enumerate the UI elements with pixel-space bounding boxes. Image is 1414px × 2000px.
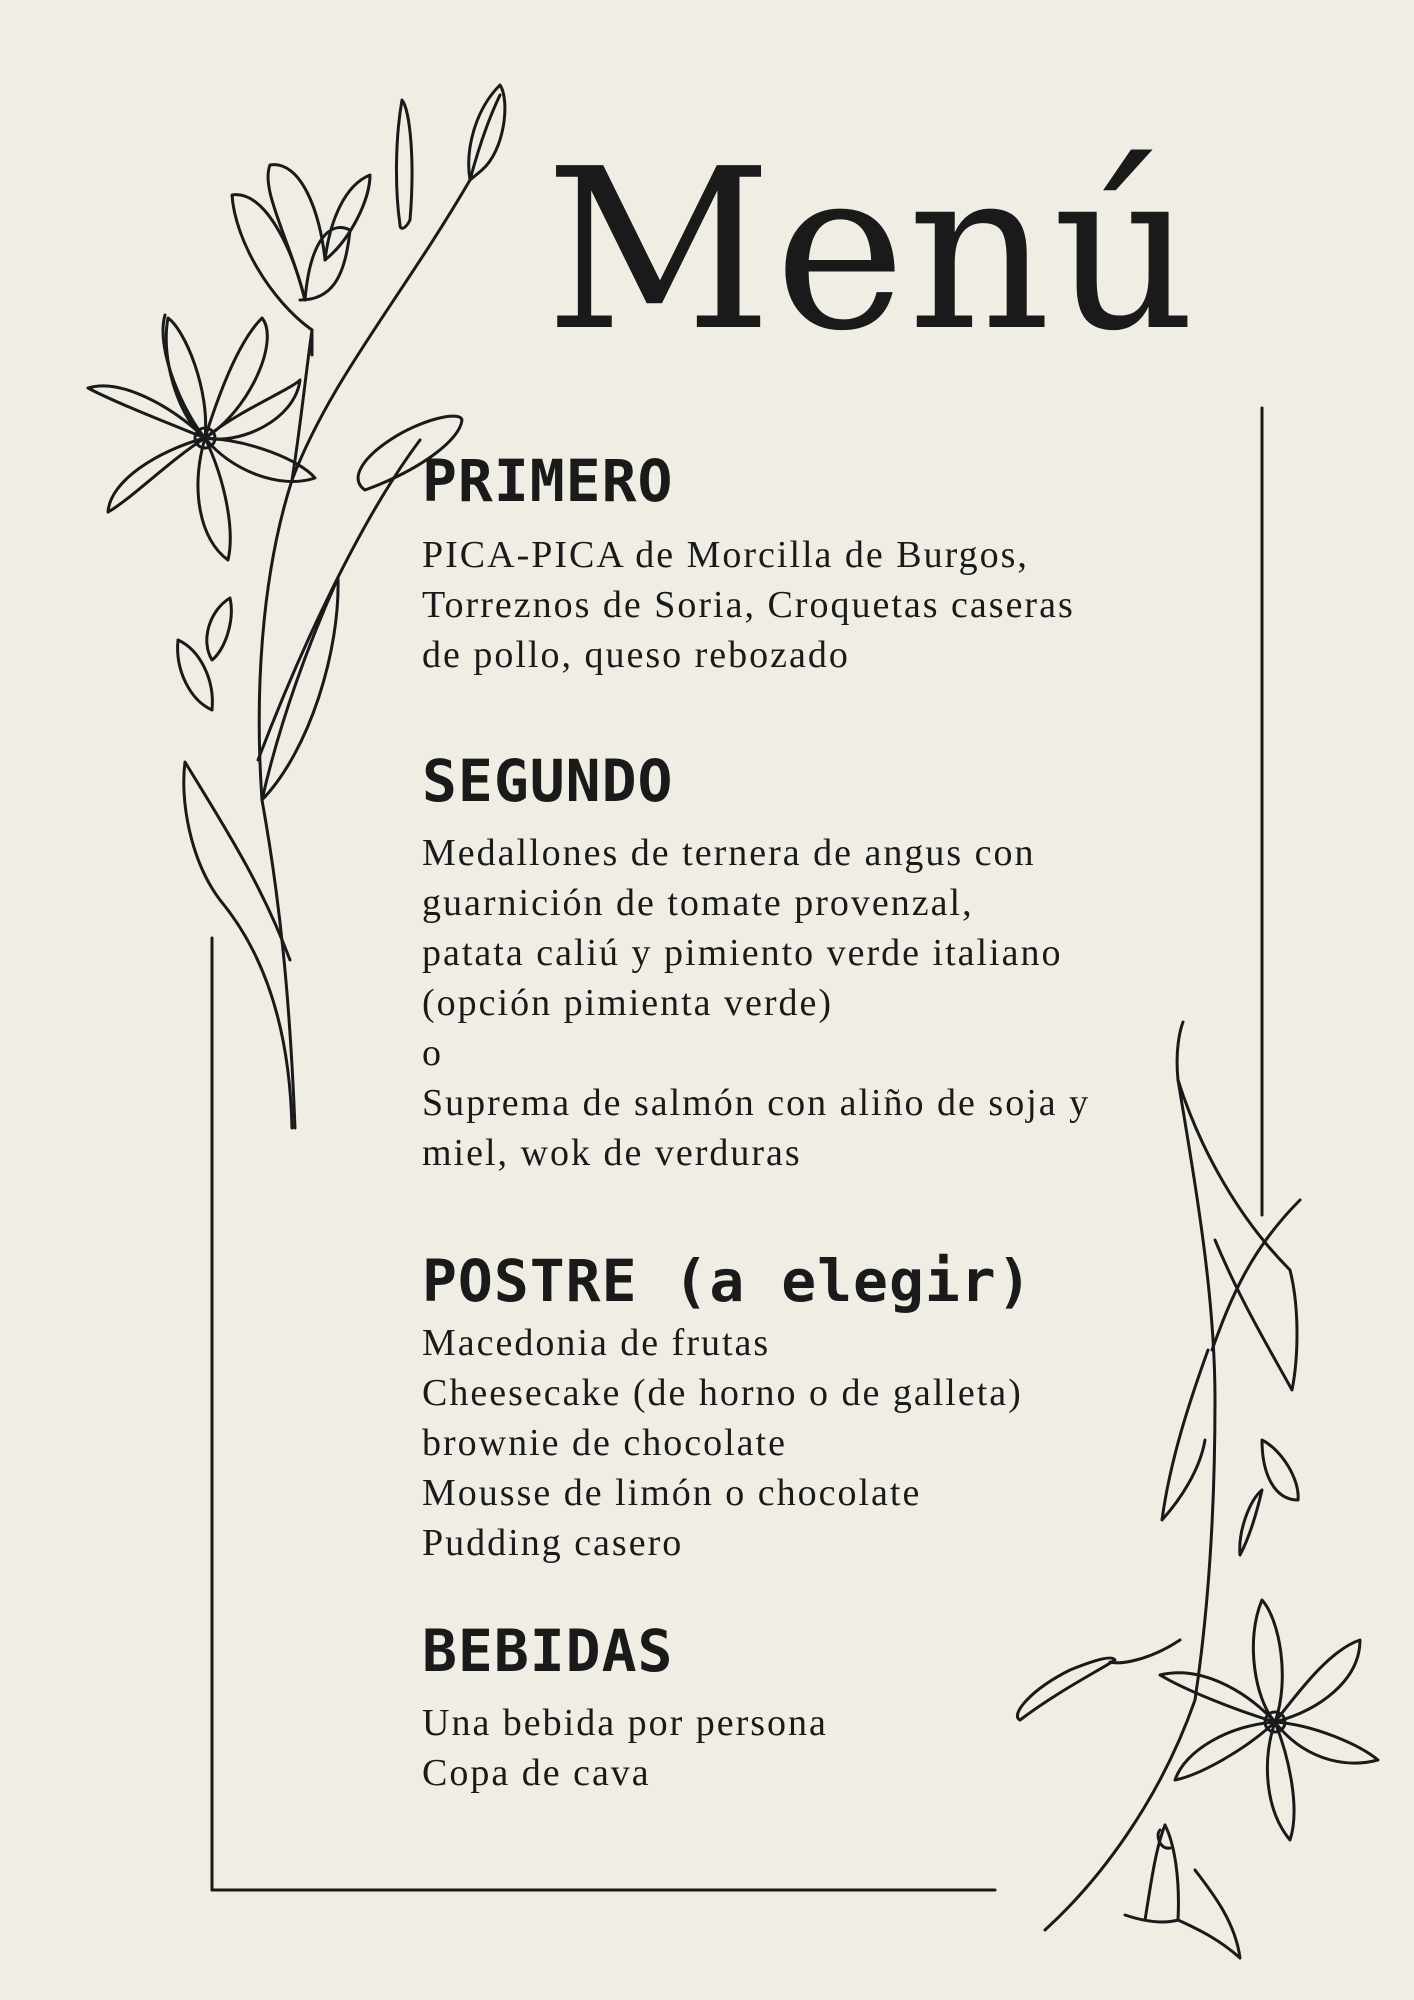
section-heading-bebidas: BEBIDAS — [422, 1617, 674, 1685]
section-heading-postre: POSTRE (a elegir) — [422, 1247, 1033, 1315]
menu-title: Menú — [545, 122, 1198, 380]
section-items-segundo — [422, 828, 1090, 1178]
section-heading-primero: PRIMERO — [422, 447, 674, 515]
menu-item-line: brownie de chocolate — [422, 1422, 787, 1464]
menu-item-line: Copa de cava — [422, 1752, 651, 1794]
menu-item-line: Cheesecake (de horno o de galleta) — [422, 1372, 1023, 1414]
menu-item-line: Macedonia de frutas — [422, 1322, 771, 1364]
menu-item-line: Torreznos de Soria, Croquetas caseras — [422, 584, 1075, 626]
section-heading-segundo: SEGUNDO — [422, 747, 674, 815]
menu-item-line: (opción pimienta verde) — [422, 982, 834, 1024]
menu-item-line: o — [422, 1032, 443, 1074]
menu-item-line: Pudding casero — [422, 1522, 684, 1564]
section-items-bebidas — [422, 1698, 828, 1798]
section-items-primero — [422, 530, 1075, 680]
menu-item-line: Suprema de salmón con aliño de soja y — [422, 1082, 1091, 1124]
menu-item-line: patata caliú y pimiento verde italiano — [422, 932, 1063, 974]
menu-item-line: Una bebida por persona — [422, 1702, 828, 1744]
menu-item-line: de pollo, queso rebozado — [422, 634, 850, 676]
menu-item-line: Medallones de ternera de angus con — [422, 832, 1036, 874]
menu-item-line: guarnición de tomate provenzal, — [422, 882, 974, 924]
section-items-postre — [422, 1318, 1023, 1568]
menu-item-line: miel, wok de verduras — [422, 1132, 802, 1174]
menu-item-line: PICA-PICA de Morcilla de Burgos, — [422, 534, 1029, 576]
menu-item-line: Mousse de limón o chocolate — [422, 1472, 922, 1514]
